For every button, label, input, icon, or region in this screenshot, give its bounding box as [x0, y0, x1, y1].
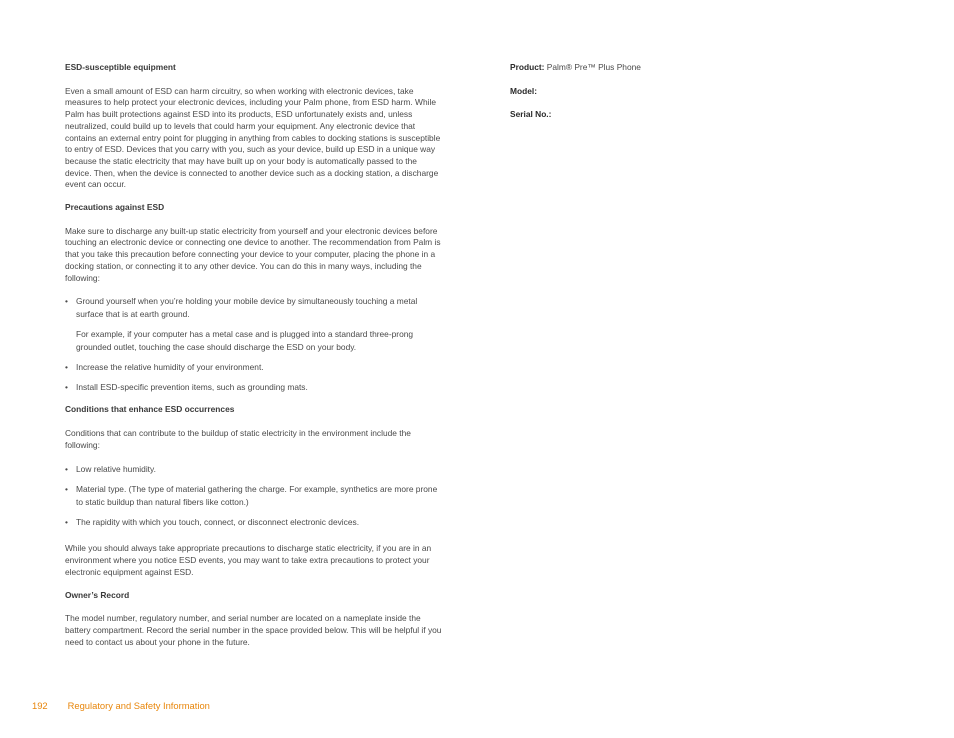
model-field	[510, 86, 810, 98]
list-item	[65, 463, 445, 476]
heading-owners-record: Owner’s Record	[65, 589, 130, 600]
heading-precautions: Precautions against ESD	[65, 202, 165, 213]
bullet-icon: •	[65, 483, 68, 494]
serial-label: Serial No.:	[510, 109, 552, 120]
list-item-subtext: For example, if your computer has a metal case and is plugged into a standard three-prong grounded outlet, touching the case should discharge the ESD on your body.	[76, 328, 414, 352]
product-label: Product:	[510, 62, 545, 72]
list-item	[65, 516, 445, 529]
page-footer	[32, 700, 210, 711]
list-item-text: Install ESD-specific prevention items, such as grounding mats.	[76, 382, 308, 393]
list-item-text: Material type. (The type of material gathering the charge. For example, synthetics are more prone to static buildup than natural fibers like cotton.)	[76, 483, 438, 507]
serial-field	[510, 109, 810, 121]
list-item-text: Increase the relative humidity of your environment.	[76, 362, 264, 373]
paragraph-owners-record: The model number, regulatory number, and serial number are located on a nameplate inside the battery compartment. Record the serial number in the space provided below. This will be helpful if you need to contact us about your phone in the future.	[65, 613, 442, 647]
list-item	[65, 361, 445, 374]
list-item	[65, 295, 445, 354]
list-item-text: Low relative humidity.	[76, 463, 156, 474]
list-item	[65, 381, 445, 394]
bullet-icon: •	[65, 463, 68, 474]
paragraph-conditions-closing: While you should always take appropriate precautions to discharge static electricity, if you are in an environment where you notice ESD events, you may want to take extra precautions to protect your electronic equipment against ESD.	[65, 543, 432, 577]
bullet-icon: •	[65, 382, 68, 393]
record-form	[510, 62, 810, 133]
model-label: Model:	[510, 85, 537, 96]
bullet-icon: •	[65, 296, 68, 307]
paragraph-conditions: Conditions that can contribute to the buildup of static electricity in the environment include the following:	[65, 428, 411, 450]
bullet-icon: •	[65, 517, 68, 528]
heading-conditions: Conditions that enhance ESD occurrences	[65, 404, 235, 415]
bullet-icon: •	[65, 362, 68, 373]
product-field	[510, 62, 810, 74]
heading-esd-equipment: ESD-susceptible equipment	[65, 62, 176, 72]
conditions-list	[65, 463, 445, 530]
list-item-text: Ground yourself when you’re holding your mobile device by simultaneously touching a metal surface that is at earth ground.	[76, 296, 418, 320]
page-number: 192	[32, 700, 48, 711]
paragraph-precautions: Make sure to discharge any built-up static electricity from yourself and your electronic devices before touching an electronic device or connecting one device to another. The recommendation from Palm is that you take this precaution before connecting your device to your computer, placing the phone in a docking station, or connecting it to any other device. You can do this in many ways, including the following:	[65, 225, 441, 283]
paragraph-esd-equipment: Even a small amount of ESD can harm circuitry, so when working with electronic devices, take measures to help protect your electronic devices, including your Palm phone, from ESD harm. While Palm has built protections against ESD into its products, ESD unfortunately exists and, unless neutralized, could build up to levels that could harm your equipment. Any electronic device that contains an external entry point for plugging in anything from cables to docking stations is susceptible to entry of ESD. Devices that you carry with you, such as your device, build up ESD in a unique way because the static electricity that may have built up on your body is automatically passed to the device. Then, when the device is connected to another device such as a docking station, a discharge event can occur.	[65, 85, 441, 190]
product-value: Palm® Pre™ Plus Phone	[546, 62, 641, 72]
list-item	[65, 483, 445, 509]
precautions-list	[65, 295, 445, 394]
list-item-text: The rapidity with which you touch, connect, or disconnect electronic devices.	[76, 517, 360, 528]
left-column	[65, 62, 445, 659]
footer-section-title: Regulatory and Safety Information	[67, 700, 210, 711]
